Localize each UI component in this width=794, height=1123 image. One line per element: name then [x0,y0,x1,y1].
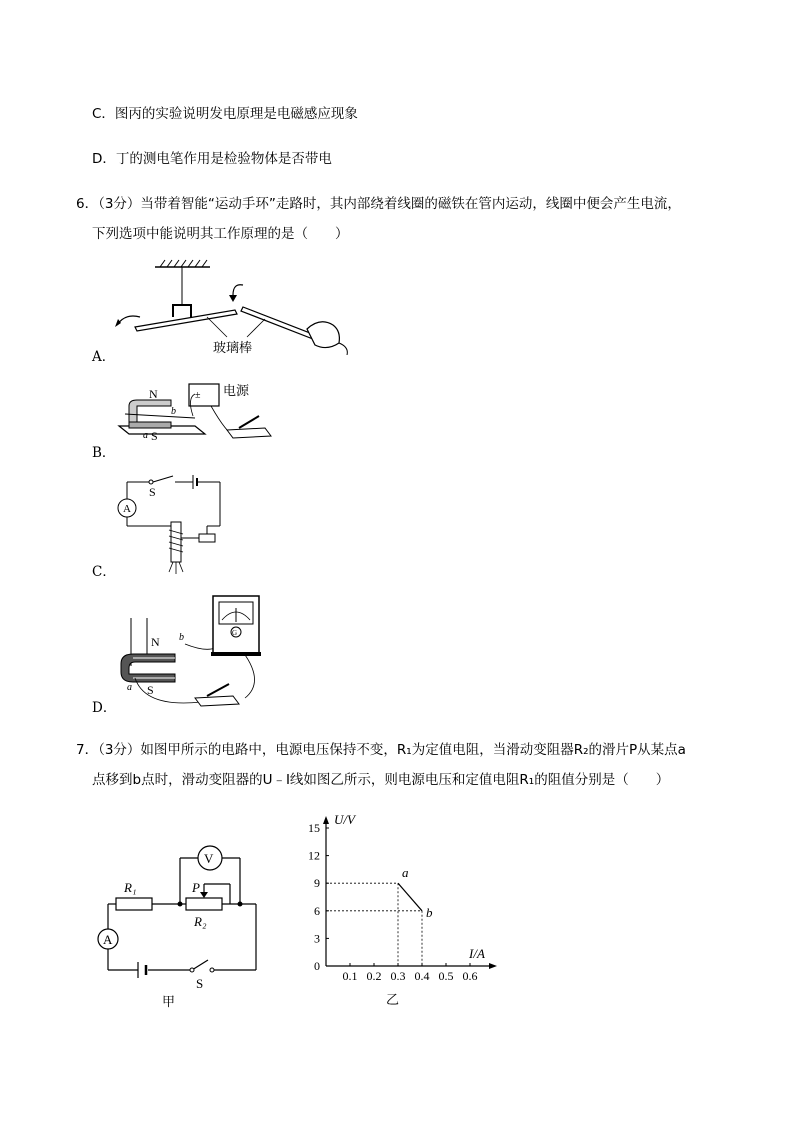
q6-option-a-label: A． [92,349,116,365]
svg-text:a: a [127,682,132,693]
svg-text:b: b [179,632,184,643]
svg-text:b: b [171,406,176,417]
q6-figure-b [115,378,285,453]
magnet-n-label: N [149,387,158,401]
ammeter-label: A [123,503,131,515]
svg-text:±: ± [195,390,201,401]
x-tick-label: 0.4 [414,969,430,983]
x-tick-label: 0.1 [342,969,358,983]
circuit-caption: 甲 [162,995,176,1010]
q6-option-c-label: C． [92,564,116,580]
y-tick-label: 12 [308,848,320,863]
q6-figure-d [115,592,275,712]
q7-circuit-figure [90,838,270,1010]
q6-stem-line2: 下列选项中能说明其工作原理的是（ ） [92,226,349,242]
magnet-s-label: S [151,429,158,443]
y-tick-label: 0 [314,959,320,973]
graph-caption: 乙 [386,993,400,1008]
magnet-n-label-d: N [151,635,160,649]
q7-stem-line2: 点移到b点时，滑动变阻器的U﹣I线如图乙所示，则电源电压和定值电阻R₁的阻值分别是（ ） [92,772,670,788]
switch-s-label: S [149,485,156,499]
svg-text:a: a [143,430,148,441]
q7-ui-graph [296,808,506,1008]
ammeter-label-q7: A [103,932,113,947]
q7-stem-line1: 7．（3分）如图甲所示的电路中，电源电压保持不变，R₁为定值电阻，当滑动变阻器R₂的滑片P从某点a [76,742,686,758]
voltmeter-label: V [204,851,214,866]
q6-figure-c [115,472,235,580]
switch-label-q7: S [196,976,204,991]
power-supply-label: 电源 [223,384,250,399]
q6-option-d-label: D． [92,700,117,716]
x-axis-arrow-icon [489,963,497,969]
x-tick-label: 0.5 [438,969,454,983]
hand-icon [307,322,339,348]
y-tick-label: 6 [314,903,320,918]
y-tick-label: 9 [314,876,320,891]
ui-line-segment [398,883,422,911]
rotation-arrow-left-icon [117,316,140,325]
x-tick-label: 0.6 [462,969,478,983]
x-axis-label: I/A [469,946,485,961]
y-tick-label: 3 [314,931,320,946]
y-axis-arrow-icon [323,816,329,824]
q6-figure-a [115,255,355,355]
y-tick-label: 15 [308,821,320,835]
point-label-a: a [402,865,409,881]
q6-stem-line1: 6．（3分）当带着智能“运动手环”走路时，其内部绕着线圈的磁铁在管内运动，线圈中便会产生电流， [76,196,681,212]
q5-option-c: C．图丙的实验说明发电原理是电磁感应现象 [92,106,358,122]
q6-option-b-label: B． [92,445,116,461]
point-label-b: b [426,904,433,920]
x-tick-label: 0.2 [366,969,382,983]
q5-option-d: D．丁的测电笔作用是检验物体是否带电 [92,151,332,167]
y-axis-label: U/V [334,812,355,827]
x-tick-label: 0.3 [390,969,406,983]
galvanometer-label: G [232,629,238,637]
glass-rod-caption: 玻璃棒 [213,341,253,355]
r2-label: R₂ [194,914,207,929]
r1-label: R₁ [124,880,137,895]
rotation-arrow-right-icon [233,285,243,295]
magnet-s-label-d: S [147,683,154,697]
p-label: P [192,880,200,895]
